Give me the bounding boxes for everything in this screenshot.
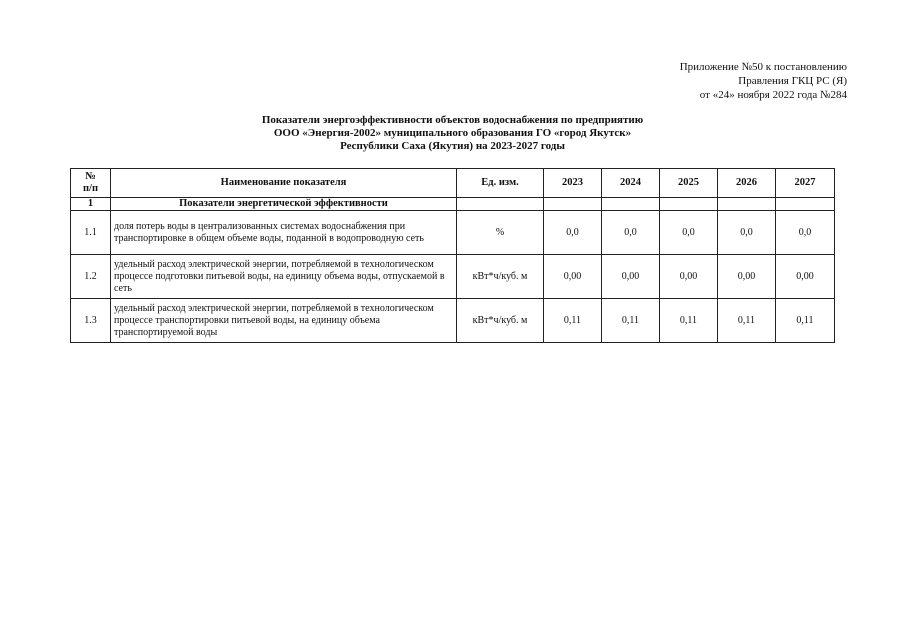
row-value-2024: 0,00 xyxy=(602,255,660,299)
section-empty-cell xyxy=(602,198,660,211)
table-row xyxy=(71,255,835,299)
row-value-2023: 0,0 xyxy=(544,211,602,255)
row-unit: кВт*ч/куб. м xyxy=(457,255,544,299)
header-num xyxy=(71,169,111,198)
row-value-2026: 0,00 xyxy=(718,255,776,299)
table-row xyxy=(71,299,835,343)
row-num: 1.1 xyxy=(71,211,111,255)
row-name: доля потерь воды в централизованных системах водоснабжения при транспортировке в общем объеме воды, поданной в водопроводную сеть xyxy=(111,211,457,255)
row-value-2023: 0,11 xyxy=(544,299,602,343)
row-num: 1.2 xyxy=(71,255,111,299)
header-year-2027: 2027 xyxy=(776,169,835,198)
row-value-2027: 0,00 xyxy=(776,255,835,299)
title-line-1: Показатели энергоэффективности объектов водоснабжения по предприятию xyxy=(261,114,644,126)
header-year-2024: 2024 xyxy=(602,169,660,198)
row-num: 1.3 xyxy=(71,299,111,343)
header-year-2025: 2025 xyxy=(660,169,718,198)
section-empty-cell xyxy=(544,198,602,211)
header-num-line-1: № xyxy=(85,171,96,182)
section-empty-unit xyxy=(457,198,544,211)
row-name: удельный расход электрической энергии, потребляемой в технологическом процессе транспортировки питьевой воды, на единицу объема транспортируемой воды xyxy=(111,299,457,343)
appendix-line-3: от «24» ноября 2022 года №284 xyxy=(699,89,847,101)
section-empty-cell xyxy=(660,198,718,211)
row-unit: % xyxy=(457,211,544,255)
appendix-note xyxy=(680,60,847,102)
header-num-line-2: п/п xyxy=(82,183,99,194)
header-unit: Ед. изм. xyxy=(457,169,544,198)
appendix-line-2: Правления ГКЦ РС (Я) xyxy=(738,75,847,87)
row-value-2024: 0,0 xyxy=(602,211,660,255)
document-title xyxy=(0,114,905,153)
row-unit: кВт*ч/куб. м xyxy=(457,299,544,343)
row-value-2025: 0,00 xyxy=(660,255,718,299)
table-header-row xyxy=(71,169,835,198)
section-num: 1 xyxy=(71,198,111,211)
indicators-table xyxy=(70,168,835,343)
row-value-2025: 0,11 xyxy=(660,299,718,343)
title-line-3: Республики Саха (Якутия) на 2023-2027 годы xyxy=(340,140,565,152)
appendix-line-1: Приложение №50 к постановлению xyxy=(679,61,847,73)
row-value-2027: 0,11 xyxy=(776,299,835,343)
row-value-2024: 0,11 xyxy=(602,299,660,343)
section-title: Показатели энергетической эффективности xyxy=(111,198,457,211)
section-row xyxy=(71,198,835,211)
section-empty-cell xyxy=(776,198,835,211)
row-value-2026: 0,0 xyxy=(718,211,776,255)
row-name: удельный расход электрической энергии, потребляемой в технологическом процессе подготовки питьевой воды, на единицу объема воды, отпускаемой в сеть xyxy=(111,255,457,299)
header-name: Наименование показателя xyxy=(111,169,457,198)
row-value-2026: 0,11 xyxy=(718,299,776,343)
header-year-2023: 2023 xyxy=(544,169,602,198)
row-value-2025: 0,0 xyxy=(660,211,718,255)
section-empty-cell xyxy=(718,198,776,211)
row-value-2027: 0,0 xyxy=(776,211,835,255)
title-line-2: ООО «Энергия-2002» муниципального образования ГО «город Якутск» xyxy=(273,127,632,139)
row-value-2023: 0,00 xyxy=(544,255,602,299)
header-year-2026: 2026 xyxy=(718,169,776,198)
table-row xyxy=(71,211,835,255)
